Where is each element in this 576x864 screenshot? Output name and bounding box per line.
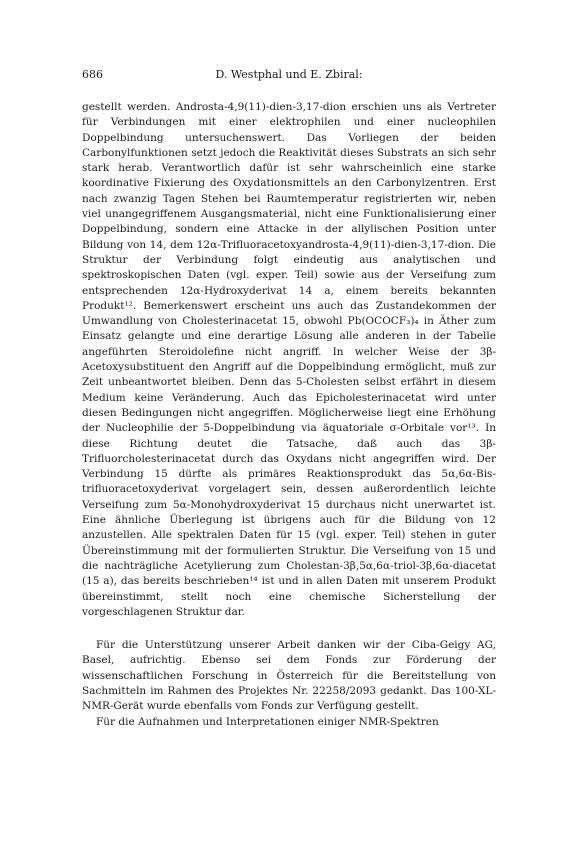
body-text — [82, 100, 496, 730]
page-number: 686 — [82, 68, 103, 81]
paragraph-acknowledgement: Für die Unterstützung unserer Arbeit danken wir der Ciba-Geigy AG, Basel, aufrichtig. Ebenso sei dem Fonds zur Förderung der wissenschaftlichen Forschung in Österreich für die Bereitstellung von Sachmitteln im Rahmen des Projektes Nr. 22258/2093 gedankt. Das 100-XL-NMR-Gerät wurde ebenfalls vom Fonds zur Verfügung gestellt. — [82, 639, 496, 713]
paragraph-acknowledgement-nmr: Für die Aufnahmen und Interpretationen einiger NMR-Spektren — [96, 715, 439, 728]
page-header — [82, 68, 496, 82]
paragraph-main: gestellt werden. Androsta-4,9(11)-dien-3,17-dion erschien uns als Vertreter für Verbindungen mit einer elektrophilen und einer nucleophilen Doppelbindung untersuchenswert. Das Vorliegen der beiden Carbonylfunktionen setzt jedoch die Reaktivität dieses Substrats an sich sehr stark herab. Verantwortlich dafür ist sehr wahrscheinlich eine starke koordinative Fixierung des Oxydationsmittels an den Carbonylzentren. Erst nach zwanzig Tagen Stehen bei Raumtemperatur registrierten wir, neben viel unangegriffenem Ausgangsmaterial, nicht eine Funktionalisierung einer Doppelbindung, sondern eine Attacke in der allylischen Position unter Bildung von 14, dem 12α-Trifluoracetoxyandrosta-4,9(11)-dien-3,17-dion. Die Struktur der Verbindung folgt eindeutig aus analytischen und spektroskopischen Daten (vgl. exper. Teil) sowie aus der Verseifung zum entsprechenden 12α-Hydroxyderivat 14 a, einem bereits bekannten Produkt¹². Bemerkenswert erscheint uns auch das Zustandekommen der Umwandlung von Cholesterinacetat 15, obwohl Pb(OCOCF₃)₄ in Äther zum Einsatz gelangte und eine derartige Lösung alle anderen in der Tabelle angeführten Steroidolefine nicht angriff. In welcher Weise der 3β-Acetoxysubstituent den Angriff auf die Doppelbindung ermöglicht, muß zur Zeit unbeantwortet bleiben. Denn das 5-Cholesten selbst erfährt in diesem Medium keine Veränderung. Auch das Epicholesterinacetat wird unter diesen Bedingungen nicht angegriffen. Möglicherweise liegt eine Erhöhung der Nucleophilie der 5-Doppelbindung via äquatoriale σ-Orbitale vor¹³. In diese Richtung deutet die Tatsache, daß auch das 3β-Trifluorcholesterinacetat durch das Oxydans nicht angegriffen wird. Der Verbindung 15 dürfte als primäres Reaktionsprodukt das 5α,6α-Bis-trifluoracetoxyderivat vorgelagert sein, dessen außerordentlich leichte Verseifung zum 5α-Monohydroxyderivat 15 durchaus nicht unerwartet ist. Eine ähnliche Überlegung ist übrigens auch für die Bildung von 12 anzustellen. Alle spektralen Daten für 15 (vgl. exper. Teil) stehen in guter Übereinstimmung mit der formulierten Struktur. Die Verseifung von 15 und die nachträgliche Acetylierung zum Cholestan-3β,5α,6α-triol-3β,6α-diacetat (15 a), das bereits beschrieben¹⁴ ist und in allen Daten mit unserem Produkt übereinstimmt, stellt noch eine chemische Sicherstellung der vorgeschlagenen Struktur dar. — [82, 101, 496, 618]
paragraph-gap — [82, 620, 496, 638]
running-head: D. Westphal und E. Zbiral: — [215, 68, 363, 81]
